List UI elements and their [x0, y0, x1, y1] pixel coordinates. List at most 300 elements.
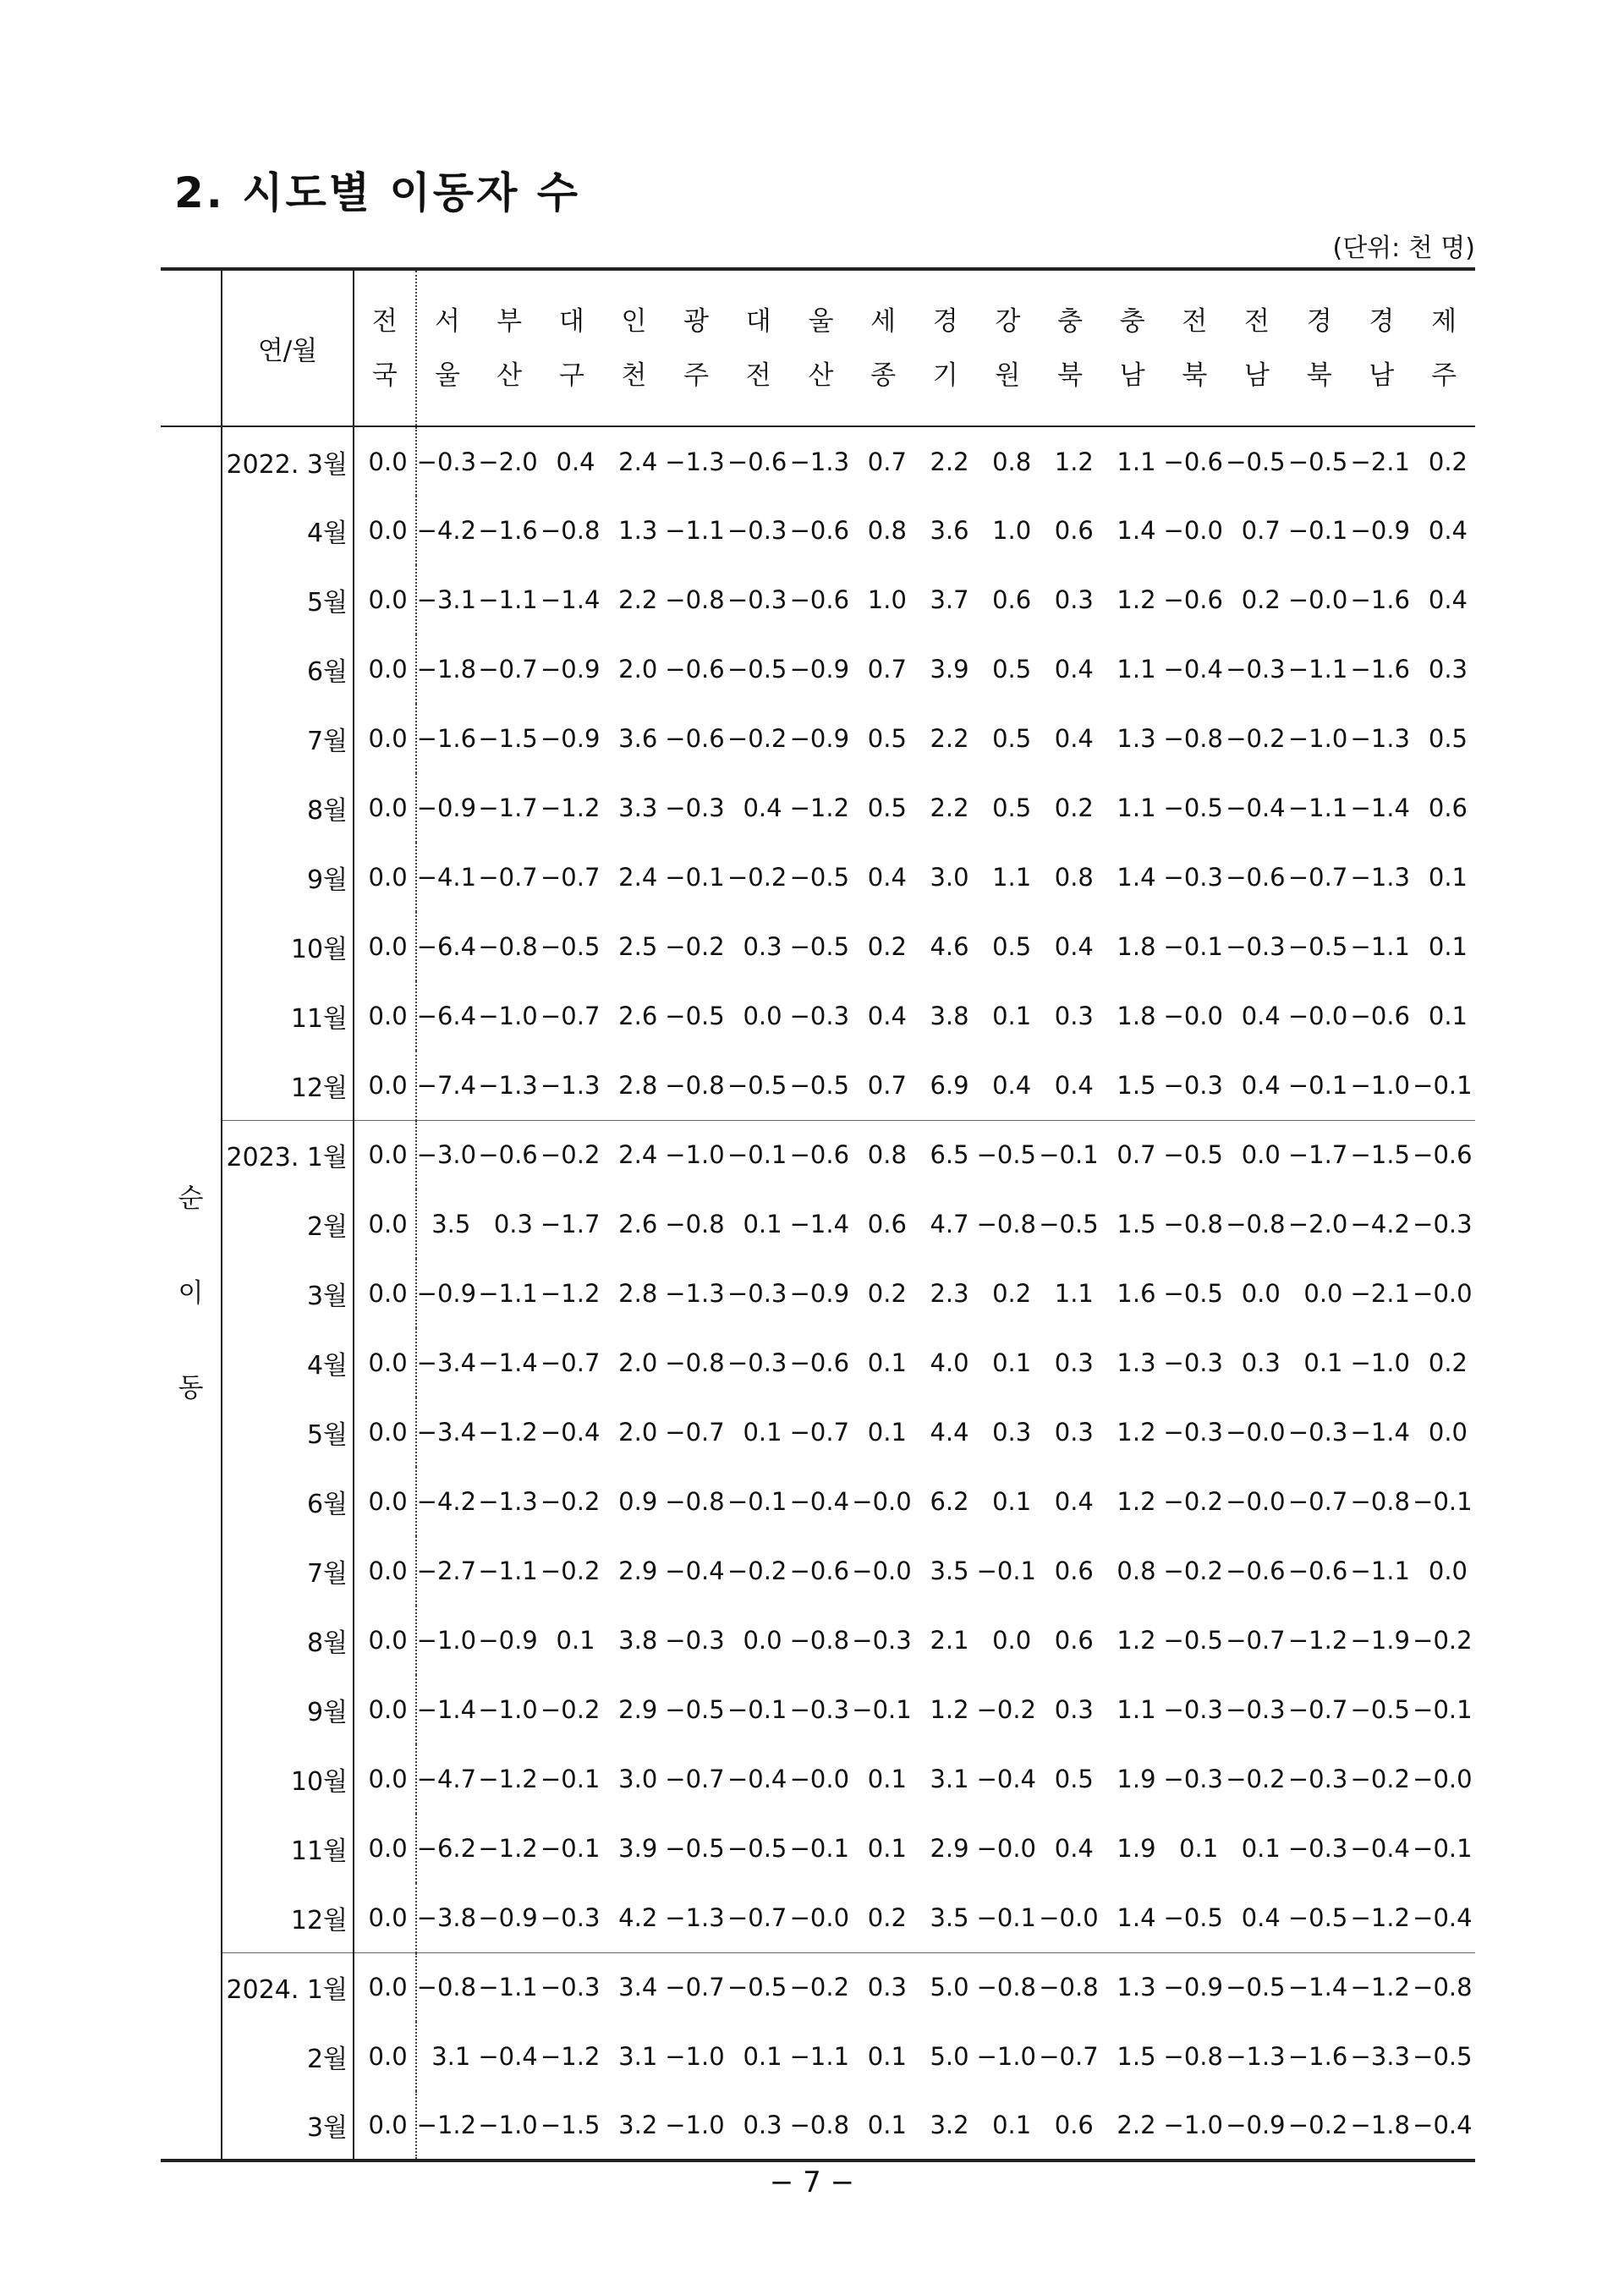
value-cell: 0.8	[1054, 863, 1094, 892]
region-header-char: 북	[1057, 360, 1084, 391]
value-cell: −0.8	[665, 1210, 725, 1238]
region-header-char: 북	[1306, 360, 1332, 391]
value-cell: −1.5	[478, 724, 538, 753]
value-cell: −1.6	[1287, 2042, 1348, 2071]
region-header-char: 전	[1244, 305, 1270, 337]
value-cell: −1.0	[478, 2091, 540, 2160]
region-header	[914, 269, 977, 426]
value-cell: 3.0	[618, 1765, 658, 1793]
value-cell: −0.9	[416, 1279, 477, 1308]
value-cell: −0.3	[1163, 1765, 1223, 1793]
value-cell: −0.8	[1163, 1210, 1223, 1238]
value-cell: 0.1	[867, 1418, 907, 1447]
region-header	[1164, 269, 1226, 426]
value-cell: −0.8	[416, 1952, 479, 2022]
value-cell: −1.0	[1164, 2091, 1226, 2160]
value-cell: 1.1	[1116, 447, 1156, 476]
row-label: 3월	[222, 2091, 354, 2160]
value-cell: −0.2	[1288, 2091, 1351, 2160]
value-cell: −0.1	[1039, 1120, 1101, 1189]
value-cell: 0.0	[354, 1606, 416, 1675]
value-cell: 0.8	[1116, 1557, 1156, 1585]
value-cell: −0.9	[1226, 2091, 1288, 2160]
row-label: 9월	[222, 1675, 354, 1744]
row-label: 8월	[222, 773, 354, 843]
value-cell: 0.1	[1428, 1002, 1468, 1030]
value-cell: 0.1	[867, 1765, 907, 1793]
value-cell: −0.2	[540, 1120, 603, 1189]
value-cell: −3.3	[1350, 2042, 1410, 2071]
value-cell: −6.2	[416, 1834, 477, 1863]
value-cell: −1.1	[1350, 932, 1410, 961]
value-cell: 2.0	[618, 655, 658, 684]
value-cell: −0.2	[727, 863, 787, 892]
value-cell: 1.0	[867, 585, 907, 614]
value-cell: 1.8	[1116, 932, 1156, 961]
value-cell: −0.8	[665, 1348, 725, 1377]
value-cell: 1.9	[1116, 1834, 1156, 1863]
value-cell: −0.3	[540, 1952, 603, 2022]
region-header	[416, 269, 479, 426]
value-cell: 0.4	[1054, 1070, 1094, 1100]
value-cell: −0.1	[1413, 1487, 1473, 1516]
value-cell: 3.1	[930, 1765, 969, 1793]
value-cell: −0.6	[790, 1120, 853, 1189]
value-cell: 1.3	[1116, 724, 1156, 753]
value-cell: 0.8	[867, 516, 907, 545]
value-cell: 3.6	[930, 516, 969, 545]
value-cell: 0.1	[556, 1626, 595, 1655]
value-cell: 2.5	[618, 932, 658, 961]
value-cell: −0.6	[789, 1557, 850, 1585]
value-cell: −0.5	[727, 1952, 790, 2022]
region-header-char: 국	[371, 360, 398, 391]
value-cell: −0.1	[540, 1834, 601, 1863]
value-cell: −0.6	[1350, 1002, 1410, 1030]
table-row	[161, 704, 1475, 773]
value-cell: 0.1	[1428, 932, 1468, 961]
value-cell: 0.3	[852, 1952, 914, 2022]
value-cell: −2.7	[416, 1557, 477, 1585]
value-cell: −1.0	[665, 2042, 725, 2071]
value-cell: −0.7	[1287, 1695, 1348, 1724]
value-cell: −0.9	[1350, 516, 1410, 545]
value-cell: 0.0	[354, 1397, 416, 1467]
region-header	[478, 269, 540, 426]
table-row	[161, 1536, 1475, 1606]
region-header	[1039, 269, 1101, 426]
value-cell: −0.3	[1163, 1070, 1223, 1100]
value-cell: 0.4	[1054, 655, 1094, 684]
value-cell: 0.7	[1241, 516, 1281, 545]
value-cell: 0.3	[1054, 585, 1094, 614]
value-cell: −1.8	[1351, 2091, 1413, 2160]
value-cell: −1.1	[478, 1279, 538, 1308]
value-cell: −0.3	[1163, 1348, 1223, 1377]
value-cell: −2.1	[1350, 447, 1410, 476]
value-cell: 1.3	[1116, 1348, 1156, 1377]
table-row	[161, 1120, 1475, 1189]
value-cell: −0.5	[789, 932, 850, 961]
value-cell: 2.1	[930, 1626, 969, 1655]
value-cell: −0.7	[478, 655, 538, 684]
value-cell: −3.8	[416, 1902, 477, 1932]
value-cell: 0.3	[493, 1210, 533, 1238]
value-cell: −0.7	[540, 1002, 601, 1030]
row-label: 2월	[222, 2022, 354, 2091]
value-cell: −0.7	[789, 1418, 850, 1447]
value-cell: 0.4	[1241, 1070, 1281, 1100]
value-cell: −0.7	[540, 1348, 601, 1377]
region-header-char: 구	[558, 360, 584, 391]
value-cell: 3.7	[930, 585, 969, 614]
value-cell: −4.2	[416, 1487, 477, 1516]
value-cell: −0.1	[1287, 1070, 1348, 1100]
value-cell: 0.1	[1179, 1834, 1219, 1863]
value-cell: −0.1	[976, 1902, 1036, 1932]
value-cell: −1.6	[478, 516, 538, 545]
region-header-char: 원	[995, 360, 1021, 391]
region-header-char: 대	[558, 305, 584, 337]
value-cell: −1.3	[540, 1070, 601, 1100]
value-cell: 0.7	[1101, 1120, 1164, 1189]
value-cell: 0.5	[992, 655, 1032, 684]
table-row	[161, 2022, 1475, 2091]
value-cell: 1.1	[992, 863, 1032, 892]
value-cell: −1.1	[478, 1557, 538, 1585]
row-label: 4월	[222, 496, 354, 565]
value-cell: −3.0	[416, 1120, 479, 1189]
value-cell: −0.5	[1163, 1279, 1223, 1308]
value-cell: 0.3	[1054, 1418, 1094, 1447]
value-cell: −1.9	[1350, 1626, 1410, 1655]
value-cell: −1.0	[416, 1626, 477, 1655]
value-cell: −0.4	[478, 2042, 538, 2071]
region-header	[540, 269, 603, 426]
value-cell: 3.2	[914, 2091, 977, 2160]
value-cell: −0.2	[1226, 1765, 1286, 1793]
value-cell: 0.2	[1428, 1348, 1468, 1377]
value-cell: −0.3	[1226, 655, 1286, 684]
value-cell: 1.2	[1116, 1626, 1156, 1655]
value-cell: −0.9	[416, 793, 477, 822]
value-cell: −0.2	[976, 1695, 1036, 1724]
value-cell: −1.3	[1226, 2042, 1286, 2071]
value-cell: 0.3	[1241, 1348, 1281, 1377]
value-cell: 0.1	[1241, 1834, 1281, 1863]
value-cell: 4.6	[930, 932, 969, 961]
value-cell: −1.1	[789, 2042, 850, 2071]
table-row	[161, 843, 1475, 912]
value-cell: 0.6	[1039, 2091, 1101, 2160]
value-cell: −0.6	[1226, 863, 1286, 892]
region-header-char: 주	[1431, 360, 1457, 391]
value-cell: −0.9	[478, 1626, 538, 1655]
region-header-char: 전	[1182, 305, 1208, 337]
value-cell: −0.0	[1287, 1002, 1348, 1030]
value-cell: −0.3	[789, 1695, 850, 1724]
value-cell: −0.2	[727, 724, 787, 753]
value-cell: −0.8	[665, 1070, 725, 1100]
region-header-char: 광	[683, 305, 710, 337]
value-cell: 1.4	[1116, 863, 1156, 892]
value-cell: 0.3	[1428, 655, 1468, 684]
table-row	[161, 1952, 1475, 2022]
row-label: 2022. 3월	[222, 426, 354, 496]
value-cell: −1.4	[789, 1210, 850, 1238]
value-cell: −0.8	[790, 2091, 853, 2160]
row-label: 12월	[222, 1051, 354, 1120]
value-cell: −1.0	[665, 2091, 727, 2160]
value-cell: −0.2	[540, 1695, 601, 1724]
value-cell: 0.6	[1428, 793, 1468, 822]
value-cell: −1.3	[789, 447, 850, 476]
value-cell: 2.2	[618, 585, 658, 614]
value-cell: 3.1	[618, 2042, 658, 2071]
table-row	[161, 1883, 1475, 1952]
value-cell: 6.9	[930, 1070, 969, 1100]
value-cell: −0.1	[789, 1834, 850, 1863]
value-cell: −0.5	[789, 863, 850, 892]
region-header	[603, 269, 666, 426]
value-cell: 0.0	[354, 912, 416, 981]
value-cell: 3.5	[930, 1902, 969, 1932]
value-cell: −0.0	[789, 1765, 850, 1793]
value-cell: 0.5	[992, 932, 1032, 961]
value-cell: −0.1	[665, 863, 725, 892]
value-cell: 0.0	[743, 1002, 782, 1030]
value-cell: 1.2	[930, 1695, 969, 1724]
value-cell: −1.4	[540, 585, 601, 614]
value-cell: −0.6	[1163, 447, 1223, 476]
value-cell: −4.2	[416, 516, 477, 545]
value-cell: −1.2	[540, 2042, 601, 2071]
value-cell: 0.2	[1054, 793, 1094, 822]
value-cell: −1.4	[478, 1348, 538, 1377]
value-cell: 1.8	[1116, 1002, 1156, 1030]
value-cell: 0.6	[1054, 1626, 1094, 1655]
value-cell: −0.1	[1413, 1834, 1473, 1863]
value-cell: 0.6	[1054, 1557, 1094, 1585]
value-cell: −0.6	[665, 655, 725, 684]
row-label: 10월	[222, 1744, 354, 1814]
value-cell: 0.0	[354, 634, 416, 704]
value-cell: 0.0	[354, 1952, 416, 2022]
migration-table	[161, 267, 1475, 2162]
value-cell: −0.3	[665, 793, 725, 822]
row-label: 10월	[222, 912, 354, 981]
value-cell: −1.6	[416, 724, 477, 753]
value-cell: 0.0	[1428, 1418, 1468, 1447]
value-cell: −0.5	[727, 1070, 787, 1100]
value-cell: −0.2	[1226, 724, 1286, 753]
value-cell: −1.2	[540, 793, 601, 822]
value-cell: −1.2	[789, 793, 850, 822]
value-cell: 0.2	[867, 932, 907, 961]
value-cell: −0.5	[1226, 447, 1286, 476]
value-cell: −0.1	[976, 1557, 1036, 1585]
value-cell: −1.1	[478, 585, 538, 614]
value-cell: −0.2	[790, 1952, 853, 2022]
region-header	[727, 269, 790, 426]
value-cell: −0.5	[1287, 1902, 1348, 1932]
value-cell: −0.5	[727, 1834, 787, 1863]
value-cell: 0.4	[1054, 1487, 1094, 1516]
value-cell: 0.0	[354, 1259, 416, 1328]
value-cell: 3.9	[618, 1834, 658, 1863]
value-cell: 3.8	[930, 1002, 969, 1030]
value-cell: 0.8	[852, 1120, 914, 1189]
value-cell: −4.2	[1350, 1210, 1410, 1238]
value-cell: 0.8	[992, 447, 1032, 476]
value-cell: −0.2	[665, 932, 725, 961]
region-header-char: 북	[1182, 360, 1208, 391]
value-cell: 3.5	[431, 1210, 471, 1238]
value-cell: 3.6	[618, 724, 658, 753]
value-cell: −0.5	[665, 1834, 725, 1863]
value-cell: 4.4	[930, 1418, 969, 1447]
region-header-char: 충	[1057, 305, 1084, 337]
value-cell: 0.2	[1241, 585, 1281, 614]
value-cell: −1.4	[1350, 1418, 1410, 1447]
value-cell: 0.0	[1226, 1120, 1288, 1189]
region-header-char: 경	[1306, 305, 1332, 337]
value-cell: −4.7	[416, 1765, 477, 1793]
value-cell: −0.0	[1226, 1487, 1286, 1516]
value-cell: −0.3	[727, 585, 787, 614]
value-cell: −0.6	[1413, 1120, 1475, 1189]
year-month-header: 연/월	[222, 269, 354, 426]
value-cell: −0.0	[1163, 1002, 1223, 1030]
value-cell: 0.4	[867, 1002, 907, 1030]
value-cell: −0.5	[540, 932, 601, 961]
value-cell: −1.3	[478, 1487, 538, 1516]
value-cell: 0.0	[354, 1120, 416, 1189]
value-cell: −0.4	[540, 1418, 601, 1447]
value-cell: 0.1	[977, 2091, 1040, 2160]
value-cell: −1.3	[665, 1902, 725, 1932]
value-cell: −0.9	[789, 724, 850, 753]
value-cell: 0.0	[1303, 1279, 1343, 1308]
value-cell: 1.1	[1116, 793, 1156, 822]
value-cell: −0.2	[1163, 1487, 1223, 1516]
value-cell: 0.0	[354, 773, 416, 843]
value-cell: −0.5	[1226, 1952, 1288, 2022]
row-label: 12월	[222, 1883, 354, 1952]
side-label	[161, 426, 222, 2160]
value-cell: 1.3	[1101, 1952, 1164, 2022]
value-cell: 0.3	[743, 932, 782, 961]
value-cell: −0.5	[1163, 1626, 1223, 1655]
value-cell: 0.1	[743, 1210, 782, 1238]
value-cell: 0.3	[1054, 1002, 1094, 1030]
value-cell: −0.6	[727, 447, 787, 476]
value-cell: 1.2	[1116, 1418, 1156, 1447]
value-cell: 0.5	[867, 724, 907, 753]
value-cell: −0.4	[665, 1557, 725, 1585]
value-cell: 2.6	[618, 1002, 658, 1030]
value-cell: −1.6	[1350, 655, 1410, 684]
region-header	[1101, 269, 1164, 426]
value-cell: −0.9	[540, 655, 601, 684]
region-header-char: 경	[1369, 305, 1395, 337]
value-cell: 0.0	[354, 1883, 416, 1952]
value-cell: −0.9	[478, 1902, 538, 1932]
value-cell: 0.0	[354, 704, 416, 773]
value-cell: −0.4	[1350, 1834, 1410, 1863]
value-cell: −0.1	[1163, 932, 1223, 961]
value-cell: −1.2	[540, 1279, 601, 1308]
value-cell: −1.0	[665, 1120, 727, 1189]
value-cell: −0.8	[1039, 1952, 1101, 2022]
value-cell: 0.0	[354, 981, 416, 1051]
value-cell: 0.1	[743, 2042, 782, 2071]
value-cell: −0.1	[1413, 1070, 1473, 1100]
value-cell: 0.3	[1054, 1695, 1094, 1724]
section-title: 2. 시도별 이동자 수	[174, 168, 581, 217]
value-cell: −0.4	[789, 1487, 850, 1516]
region-header	[1288, 269, 1351, 426]
region-header-char: 강	[995, 305, 1021, 337]
value-cell: 4.7	[930, 1210, 969, 1238]
region-header-char: 충	[1119, 305, 1145, 337]
region-header-char: 산	[808, 360, 834, 391]
table-row	[161, 2091, 1475, 2160]
value-cell: 0.0	[354, 1675, 416, 1744]
value-cell: −0.1	[1413, 1695, 1473, 1724]
row-label: 6월	[222, 1467, 354, 1536]
value-cell: 2.3	[930, 1279, 969, 1308]
value-cell: 2.2	[930, 447, 969, 476]
value-cell: 0.5	[867, 793, 907, 822]
value-cell: −0.8	[1163, 2042, 1223, 2071]
value-cell: 0.0	[354, 2022, 416, 2091]
row-label: 7월	[222, 1536, 354, 1606]
region-header-char: 전	[371, 305, 398, 337]
value-cell: 1.4	[1116, 516, 1156, 545]
value-cell: 0.0	[354, 496, 416, 565]
value-cell: −0.5	[977, 1120, 1040, 1189]
value-cell: 1.2	[1116, 1487, 1156, 1516]
value-cell: −0.5	[665, 1695, 725, 1724]
value-cell: −1.0	[1287, 724, 1348, 753]
region-header-char: 제	[1431, 305, 1457, 337]
row-label: 2023. 1월	[222, 1120, 354, 1189]
value-cell: 2.2	[930, 724, 969, 753]
value-cell: −0.8	[665, 585, 725, 614]
side-label-char: 순	[178, 1183, 204, 1214]
value-cell: −0.2	[1413, 1626, 1473, 1655]
value-cell: 1.0	[992, 516, 1032, 545]
value-cell: 2.2	[1101, 2091, 1164, 2160]
value-cell: −0.1	[727, 1487, 787, 1516]
value-cell: −0.6	[665, 724, 725, 753]
value-cell: 0.7	[867, 447, 907, 476]
value-cell: −0.6	[1226, 1557, 1286, 1585]
row-label: 5월	[222, 565, 354, 634]
value-cell: −0.1	[852, 1695, 912, 1724]
value-cell: −1.1	[665, 516, 725, 545]
region-header-char: 부	[497, 305, 523, 337]
value-cell: −0.9	[1164, 1952, 1226, 2022]
value-cell: −0.6	[789, 1348, 850, 1377]
value-cell: 2.0	[618, 1418, 658, 1447]
row-label: 6월	[222, 634, 354, 704]
region-header-char: 대	[745, 305, 771, 337]
value-cell: −0.5	[1164, 1120, 1226, 1189]
value-cell: −0.6	[478, 1120, 540, 1189]
value-cell: 3.9	[930, 655, 969, 684]
